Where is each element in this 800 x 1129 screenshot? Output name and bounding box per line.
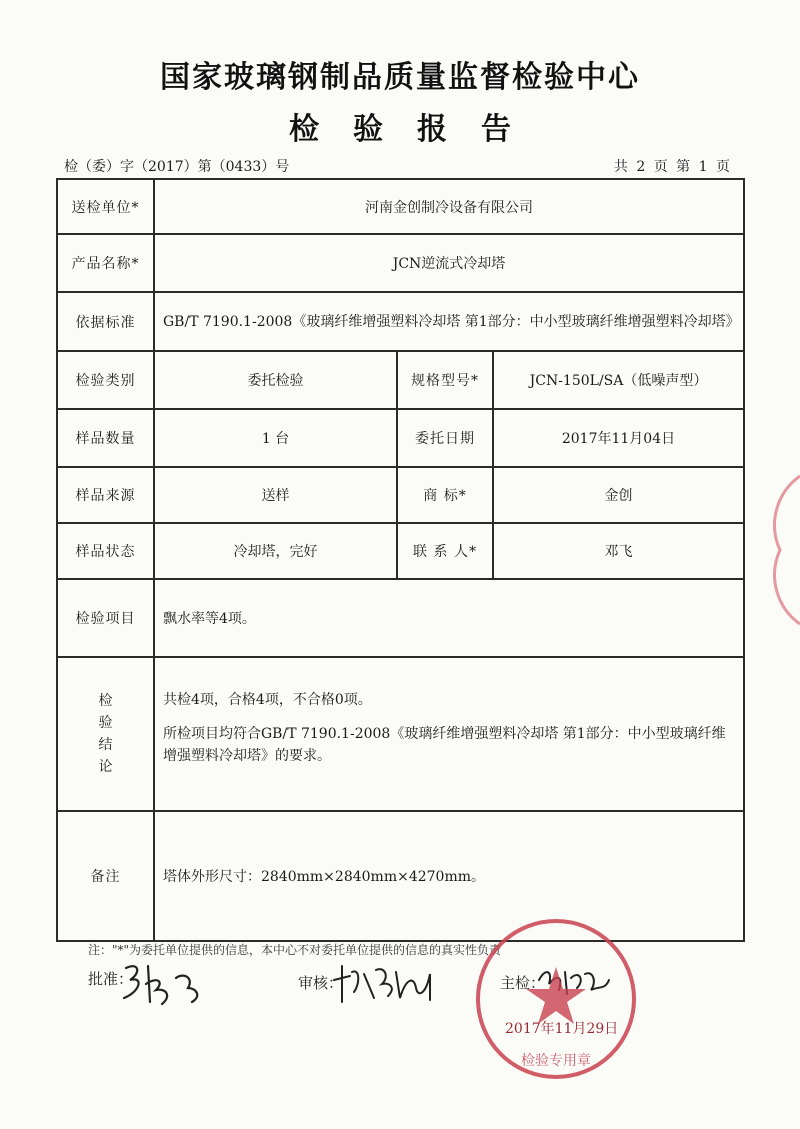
remarks-value: 塔体外形尺寸：2840mm×2840mm×4270mm。 bbox=[154, 811, 744, 941]
contact-value: 邓飞 bbox=[493, 523, 744, 579]
approver-signature bbox=[118, 958, 208, 1008]
standard-label: 依据标准 bbox=[57, 292, 154, 351]
official-stamp-icon bbox=[472, 915, 640, 1083]
conclusion-summary: 共检4项，合格4项，不合格0项。 bbox=[163, 692, 372, 708]
table-row bbox=[57, 579, 744, 657]
client-value: 河南金创制冷设备有限公司 bbox=[154, 179, 744, 234]
approve-label: 批准： bbox=[88, 970, 134, 988]
review-label: 审核： bbox=[298, 974, 344, 992]
brand-label: 商 标* bbox=[397, 467, 493, 523]
conclusion-label-char: 检 bbox=[98, 693, 113, 709]
table-row bbox=[57, 409, 744, 467]
items-label: 检验项目 bbox=[57, 579, 154, 657]
product-label: 产品名称* bbox=[57, 234, 154, 292]
conclusion-label bbox=[57, 657, 154, 811]
conclusion-label-char: 论 bbox=[98, 759, 113, 775]
conclusion-statement: 所检项目均符合GB/T 7190.1-2008《玻璃纤维增强塑料冷却塔 第1部分：中小型玻璃纤维增强塑料冷却塔》的要求。 bbox=[163, 726, 726, 764]
table-row bbox=[57, 467, 744, 523]
conclusion-label-char: 结 bbox=[98, 737, 113, 753]
table-row bbox=[57, 292, 744, 351]
type-label: 检验类别 bbox=[57, 351, 154, 409]
model-value: JCN-150L/SA（低噪声型） bbox=[493, 351, 744, 409]
client-label: 送检单位* bbox=[57, 179, 154, 234]
table-row bbox=[57, 351, 744, 409]
date-value: 2017年11月04日 bbox=[493, 409, 744, 467]
disclaimer-note: 注："*"为委托单位提供的信息，本中心不对委托单位提供的信息的真实性负责 bbox=[88, 943, 502, 957]
state-label: 样品状态 bbox=[57, 523, 154, 579]
items-value: 飘水率等4项。 bbox=[154, 579, 744, 657]
conclusion-value bbox=[154, 657, 744, 811]
table-row bbox=[57, 179, 744, 234]
page-indicator: 共 2 页 第 1 页 bbox=[613, 159, 732, 175]
standard-value: GB/T 7190.1-2008《玻璃纤维增强塑料冷却塔 第1部分：中小型玻璃纤维增强塑料冷却塔》 bbox=[154, 292, 744, 351]
table-row bbox=[57, 234, 744, 292]
table-row bbox=[57, 657, 744, 811]
model-label: 规格型号* bbox=[397, 351, 493, 409]
table-row bbox=[57, 523, 744, 579]
type-value: 委托检验 bbox=[154, 351, 397, 409]
check-label: 主检： bbox=[500, 974, 546, 992]
conclusion-label-char: 验 bbox=[98, 715, 113, 731]
report-table bbox=[56, 178, 745, 942]
source-label: 样品来源 bbox=[57, 467, 154, 523]
date-label: 委托日期 bbox=[397, 409, 493, 467]
org-title: 国家玻璃钢制品质量监督检验中心 bbox=[160, 60, 640, 95]
product-value: JCN逆流式冷却塔 bbox=[154, 234, 744, 292]
contact-label: 联 系 人* bbox=[397, 523, 493, 579]
table-row bbox=[57, 811, 744, 941]
report-ref-number: 检（委）字（2017）第（0433）号 bbox=[64, 159, 290, 175]
seam-stamp-icon bbox=[770, 470, 800, 630]
state-value: 冷却塔，完好 bbox=[154, 523, 397, 579]
stamp-subtext: 检验专用章 bbox=[521, 1053, 591, 1069]
qty-value: 1 台 bbox=[154, 409, 397, 467]
brand-value: 金创 bbox=[493, 467, 744, 523]
qty-label: 样品数量 bbox=[57, 409, 154, 467]
report-title: 检验报告 bbox=[289, 112, 545, 147]
remarks-label: 备注 bbox=[57, 811, 154, 941]
issue-date: 2017年11月29日 bbox=[505, 1021, 619, 1037]
reviewer-signature bbox=[330, 958, 440, 1008]
source-value: 送样 bbox=[154, 467, 397, 523]
